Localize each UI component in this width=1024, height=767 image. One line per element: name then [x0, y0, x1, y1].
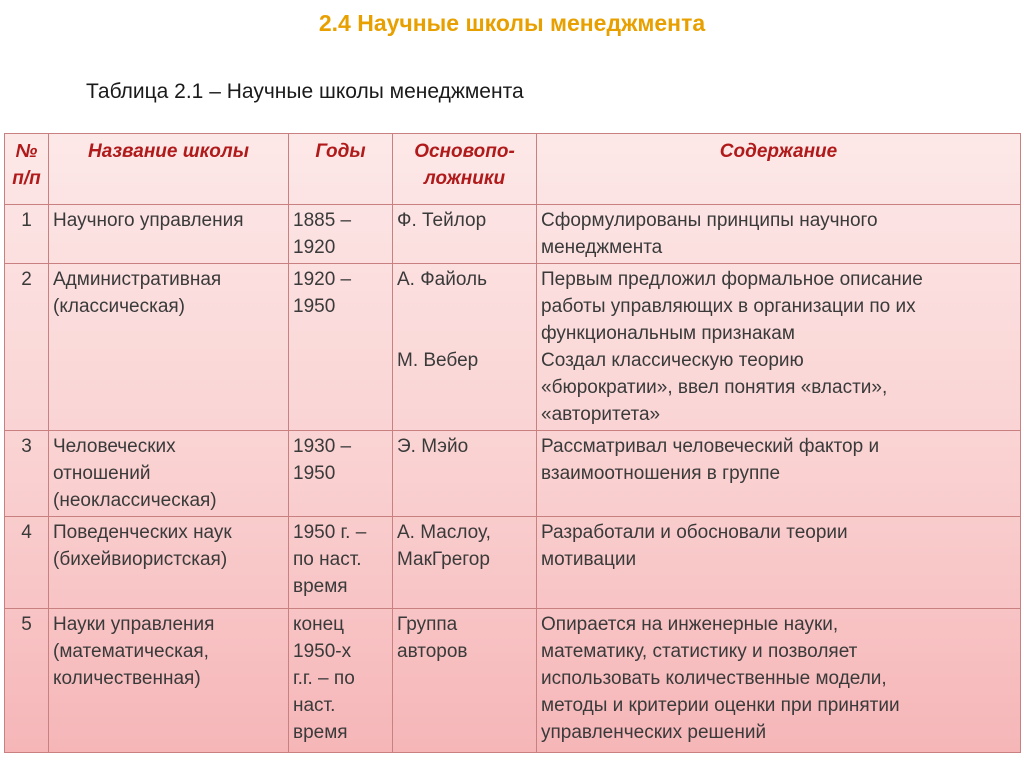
cell-num: 4	[5, 517, 49, 609]
years-line: время	[293, 722, 348, 743]
years-line: г.г. – по	[293, 668, 355, 689]
content-line: работы управляющих в организации по их	[541, 296, 916, 317]
cell-num: 5	[5, 609, 49, 753]
founder-line: М. Вебер	[397, 350, 479, 371]
header-content	[537, 134, 1021, 205]
school-name-line: Поведенческих наук	[53, 522, 232, 543]
cell-num: 1	[5, 205, 49, 264]
founder-line: Ф. Тейлор	[397, 210, 487, 231]
header-name	[49, 134, 289, 205]
content-line: «бюрократии», ввел понятия «власти»,	[541, 377, 888, 398]
content-line: методы и критерии оценки при принятии	[541, 695, 900, 716]
schools-table	[4, 133, 1021, 753]
founder-line: А. Файоль	[397, 269, 487, 290]
content-line: Первым предложил формальное описание	[541, 269, 923, 290]
table-body	[5, 205, 1021, 753]
school-name-line: (математическая,	[53, 641, 209, 662]
founder-line: А. Маслоу,	[397, 522, 491, 543]
header-num	[5, 134, 49, 205]
years-line: по наст.	[293, 549, 362, 570]
header-founders-line: ложники	[423, 168, 506, 189]
table-row	[5, 517, 1021, 609]
content-line: Опирается на инженерные науки,	[541, 614, 839, 635]
founder-line: Группа	[397, 614, 458, 635]
content-line: управленческих решений	[541, 722, 767, 743]
years-line: 1930 –	[293, 436, 352, 457]
content-line: «авторитета»	[541, 404, 661, 425]
years-line: 1950	[293, 463, 336, 484]
content-line: функциональным признакам	[541, 323, 795, 344]
cell-founders	[393, 205, 537, 264]
cell-years	[289, 264, 393, 431]
years-line: конец	[293, 614, 345, 635]
years-line: время	[293, 576, 348, 597]
header-content-line: Содержание	[719, 141, 838, 162]
header-founders-line: Основопо-	[414, 141, 515, 162]
content-line: Рассматривал человеческий фактор и	[541, 436, 880, 457]
founder-line: Э. Мэйо	[397, 436, 469, 457]
cell-school-name	[49, 205, 289, 264]
table-row	[5, 431, 1021, 517]
table-row	[5, 609, 1021, 753]
content-line: Разработали и обосновали теории	[541, 522, 848, 543]
years-line: 1950 г. –	[293, 522, 367, 543]
cell-content	[537, 609, 1021, 753]
content-line: Сформулированы принципы научного	[541, 210, 878, 231]
school-name-line: количественная)	[53, 668, 201, 689]
years-line: 1920	[293, 237, 336, 258]
content-line: взаимоотношения в группе	[541, 463, 781, 484]
cell-content	[537, 264, 1021, 431]
cell-years	[289, 431, 393, 517]
cell-school-name	[49, 517, 289, 609]
slide-title: 2.4 Научные школы менеджмента	[318, 10, 706, 36]
cell-founders	[393, 517, 537, 609]
cell-school-name	[49, 264, 289, 431]
header-years	[289, 134, 393, 205]
school-name-line: Административная	[53, 269, 222, 290]
header-name-line: Название школы	[88, 141, 249, 162]
content-line: использовать количественные модели,	[541, 668, 887, 689]
header-num-line: №	[15, 141, 38, 162]
school-name-line: Научного управления	[53, 210, 244, 231]
cell-years	[289, 517, 393, 609]
years-line: 1920 –	[293, 269, 352, 290]
cell-num: 2	[5, 264, 49, 431]
content-line: менеджмента	[541, 237, 663, 258]
table-caption: Таблица 2.1 – Научные школы менеджмента	[86, 80, 524, 103]
header-num-line: п/п	[12, 168, 41, 189]
cell-founders	[393, 264, 537, 431]
cell-content	[537, 431, 1021, 517]
table-header-row	[5, 134, 1021, 205]
table-row	[5, 264, 1021, 431]
founder-line: авторов	[397, 641, 468, 662]
cell-content	[537, 517, 1021, 609]
school-name-line: Науки управления	[53, 614, 215, 635]
cell-school-name	[49, 431, 289, 517]
table-row	[5, 205, 1021, 264]
content-line: Создал классическую теорию	[541, 350, 804, 371]
header-years-line: Годы	[315, 141, 366, 162]
school-name-line: (бихейвиористская)	[53, 549, 228, 570]
content-line: математику, статистику и позволяет	[541, 641, 858, 662]
cell-school-name	[49, 609, 289, 753]
years-line: 1950	[293, 296, 336, 317]
years-line: наст.	[293, 695, 336, 716]
cell-years	[289, 609, 393, 753]
content-line: мотивации	[541, 549, 637, 570]
school-name-line: (неоклассическая)	[53, 490, 217, 511]
school-name-line: отношений	[53, 463, 151, 484]
school-name-line: Человеческих	[53, 436, 176, 457]
years-line: 1950-х	[293, 641, 352, 662]
years-line: 1885 –	[293, 210, 352, 231]
cell-years	[289, 205, 393, 264]
cell-founders	[393, 431, 537, 517]
cell-num: 3	[5, 431, 49, 517]
cell-content	[537, 205, 1021, 264]
cell-founders	[393, 609, 537, 753]
founder-line: МакГрегор	[397, 549, 490, 570]
school-name-line: (классическая)	[53, 296, 185, 317]
header-founders	[393, 134, 537, 205]
